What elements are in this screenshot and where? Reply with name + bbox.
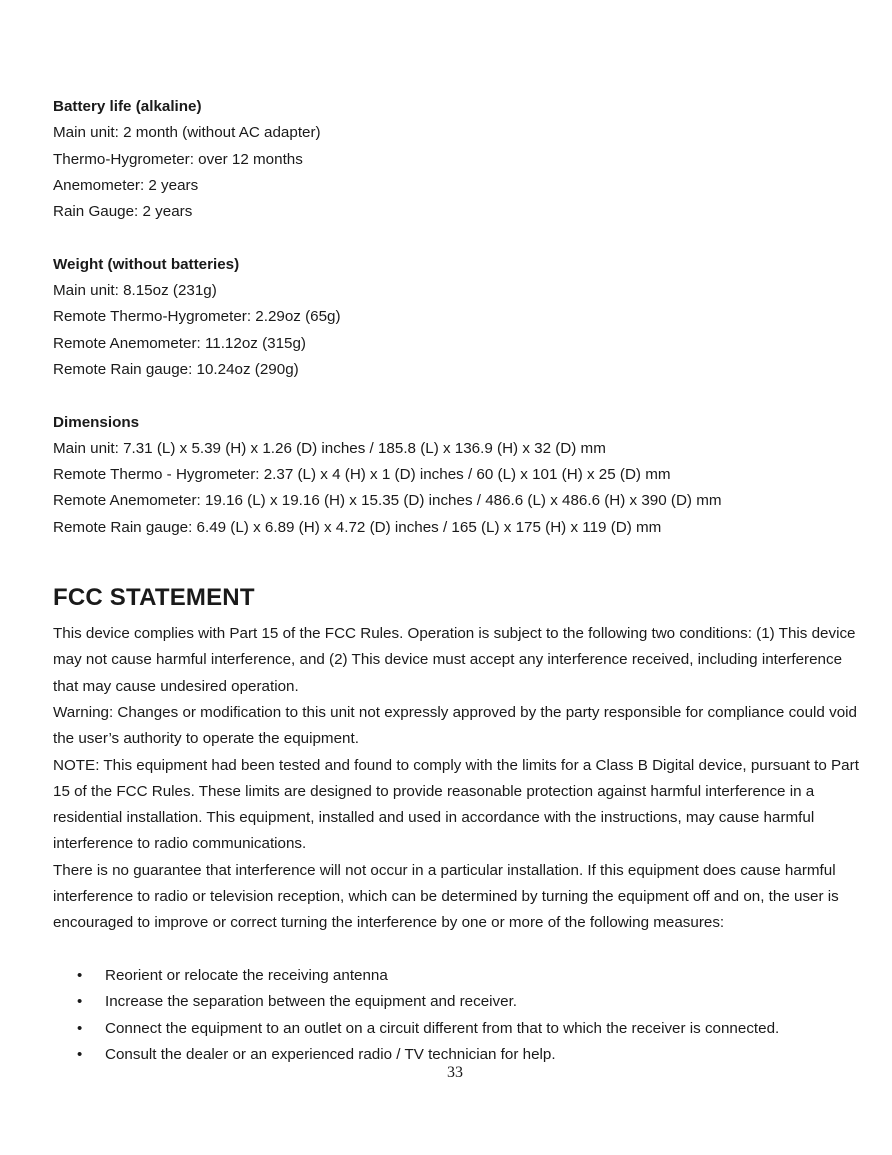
fcc-paragraph-note: NOTE: This equipment had been tested and found to comply with the limits for a Class B Digital device, pursuant to Part 15 of the FCC Rules. These limits are designed to provide reasonable protection against harmful interference in a residential installation. This equipment, installed and used in accordance with the instructions, may cause harmful interference to radio communications. [53,756,859,853]
fcc-paragraph-warning: Warning: Changes or modification to this unit not expressly approved by the party responsible for compliance could void the user’s authority to operate the equipment. [53,703,857,748]
battery-line-anemometer: Anemometer: 2 years [53,176,199,194]
weight-heading: Weight (without batteries) [53,255,240,273]
bullet-icon: • [77,966,83,984]
bullet-icon: • [77,1019,83,1037]
list-item [53,1016,863,1042]
list-item-text: Consult the dealer or an experienced radio / TV technician for help. [105,1045,556,1063]
dimensions-line-anemometer: Remote Anemometer: 19.16 (L) x 19.16 (H) x 15.35 (D) inches / 486.6 (L) x 486.6 (H) x 390 (D) mm [53,492,722,510]
list-item-text: Increase the separation between the equipment and receiver. [105,993,518,1011]
battery-line-main-unit: Main unit: 2 month (without AC adapter) [53,124,321,142]
list-item-text: Reorient or relocate the receiving antenna [105,966,388,984]
weight-line-thermo-hygrometer: Remote Thermo-Hygrometer: 2.29oz (65g) [53,308,341,326]
fcc-section [53,583,863,1068]
weight-section [53,252,863,383]
bullet-icon: • [77,993,83,1011]
page-content [53,94,863,1068]
battery-life-heading: Battery life (alkaline) [53,98,202,115]
list-item [53,989,863,1015]
fcc-title: FCC STATEMENT [53,584,255,612]
list-item-text: Connect the equipment to an outlet on a circuit different from that to which the receiver is connected. [105,1019,780,1037]
weight-line-main-unit: Main unit: 8.15oz (231g) [53,282,217,300]
battery-life-section [53,94,863,225]
bullet-icon: • [77,1045,83,1063]
dimensions-line-thermo-hygrometer: Remote Thermo - Hygrometer: 2.37 (L) x 4 (H) x 1 (D) inches / 60 (L) x 101 (H) x 25 (D) mm [53,466,671,484]
dimensions-line-main-unit: Main unit: 7.31 (L) x 5.39 (H) x 1.26 (D) inches / 185.8 (L) x 136.9 (H) x 32 (D) mm [53,439,606,457]
fcc-paragraph-guarantee: There is no guarantee that interference will not occur in a particular installation. If this equipment does cause harmful interference to radio or television reception, which can be determined by turning the equipment off and on, the user is encouraged to improve or correct turning the interference by one or more of the following measures: [53,861,839,932]
battery-line-thermo-hygrometer: Thermo-Hygrometer: over 12 months [53,150,303,168]
list-item [53,963,863,989]
page-number: 33 [447,1064,463,1081]
dimensions-heading: Dimensions [53,413,140,431]
fcc-measures-list [53,963,863,1068]
weight-line-anemometer: Remote Anemometer: 11.12oz (315g) [53,334,306,352]
dimensions-line-rain-gauge: Remote Rain gauge: 6.49 (L) x 6.89 (H) x 4.72 (D) inches / 165 (L) x 175 (H) x 119 (D) mm [53,518,662,536]
dimensions-section [53,410,863,541]
fcc-paragraph-compliance: This device complies with Part 15 of the FCC Rules. Operation is subject to the following two conditions: (1) This device may not cause harmful interference, and (2) This device must accept any interference received, including interference that may cause undesired operation. [53,625,856,695]
weight-line-rain-gauge: Remote Rain gauge: 10.24oz (290g) [53,360,299,378]
battery-line-rain-gauge: Rain Gauge: 2 years [53,203,193,221]
